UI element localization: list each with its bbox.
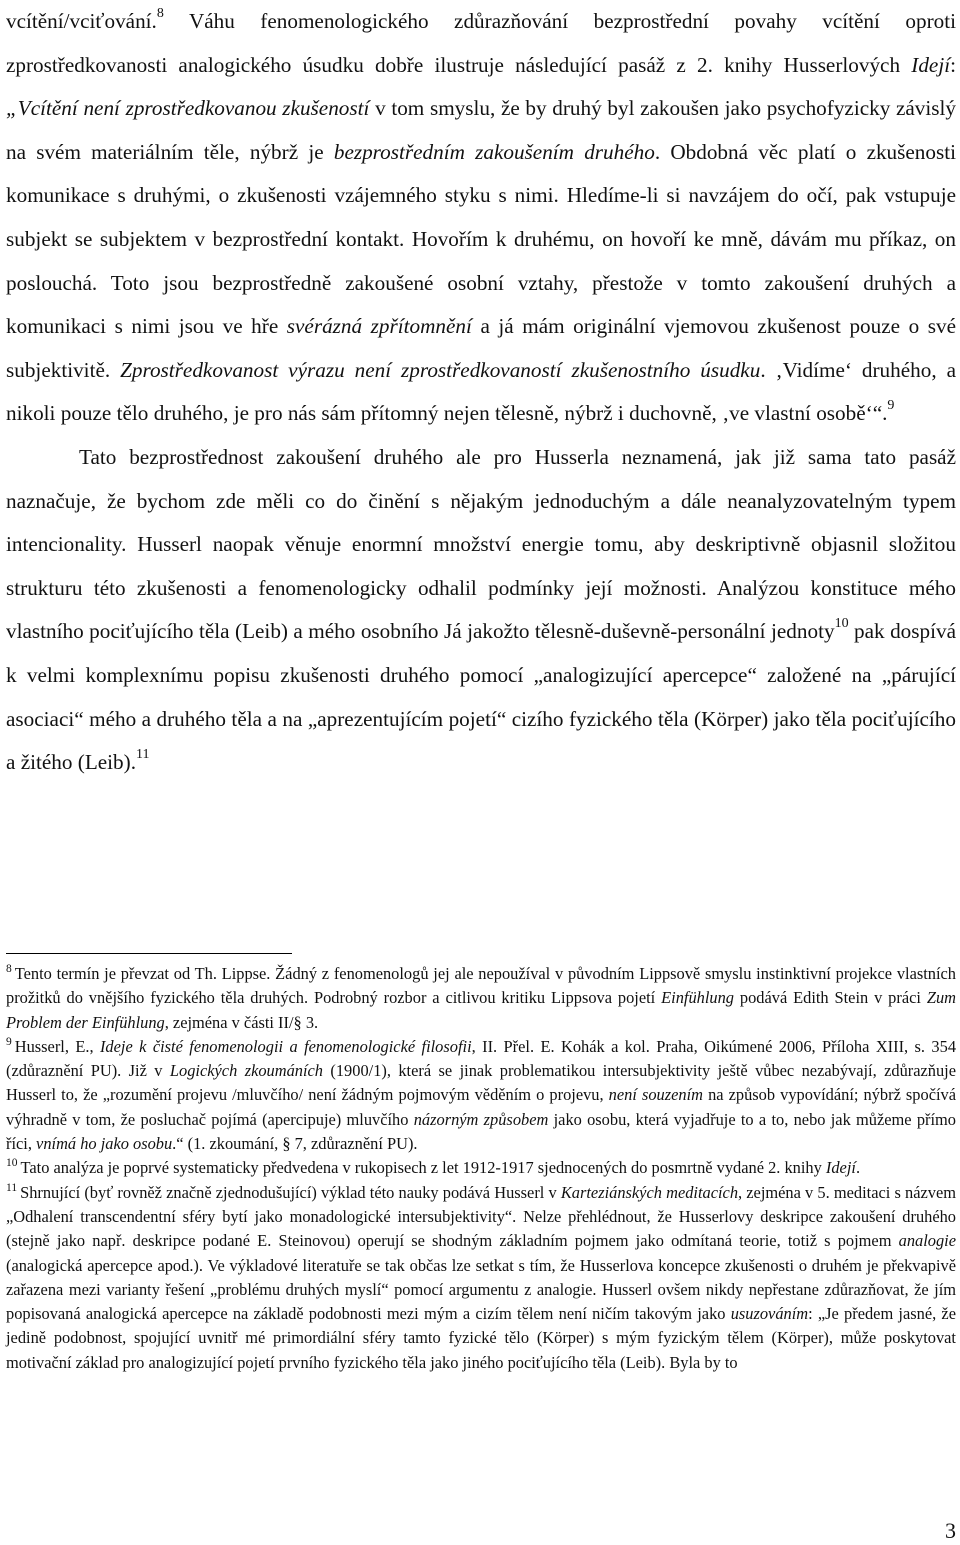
italic-run: svérázná zpřítomnění: [286, 314, 472, 339]
italic-run: Idejí: [911, 52, 951, 77]
italic-run: bezprostředním zakoušením druhého: [333, 139, 655, 164]
main-text: [6, 0, 956, 785]
text-run: , zejména v části II/§ 3.: [164, 1012, 319, 1032]
text-run: Shrnující (byť rovněž značně zjednodušující) výklad této nauky podává Husserl v: [20, 1182, 561, 1202]
text-run: , II. Přel. E. Kohák a kol. Praha, Oikúmené 2006, Příloha XIII, s. 354 (zdůraznění PU). Již v: [6, 1036, 957, 1081]
text-run: vcítění/vciťování.: [6, 9, 157, 33]
footnote-ref: 8: [156, 6, 164, 21]
footnote-number: 8: [6, 963, 12, 975]
italic-run: názorným způsobem: [413, 1109, 549, 1129]
italic-run: vnímá ho jako osobu: [36, 1134, 173, 1154]
footnote-11: [6, 1181, 956, 1375]
footnote-ref: 10: [834, 616, 849, 632]
italic-run: není souzením: [608, 1085, 703, 1105]
italic-run: Zprostředkovanost výrazu není zprostředkovaností zkušenostního úsudku: [120, 357, 761, 382]
italic-run: Einfühlung: [661, 988, 734, 1008]
text-run: . ‚Vidíme‘ druhého, a nikoli pouze tělo druhého, je pro nás sám přítomný nejen tělesně, nýbrž i duchovně, ‚ve vlastní osobě‘“.: [6, 357, 956, 426]
footnote-8: [6, 962, 956, 1035]
paragraph-2: [6, 436, 956, 785]
text-run: , zejména v 5. meditaci s názvem „Odhalení transcendentní sféry bytí jako monadologické intersubjektivity“. Nelze přehlédnout, že Husserlovy deskripce zakoušení druhého (stejně jako např. deskripce podané E. Steinovou) operují se shodným základním pojmem jako odmítaná teorie, totiž s pojmem: [6, 1182, 956, 1251]
text-run: (analogická apercepce apod.). Ve výkladové literatuře se tak občas lze setkat s tím, že Husserlova koncepce zkušenosti o druhém je překvapivě zařazena mezi varianty řešení „problému druhých myslí“ pomocí argumentu z analogie. Husserl ovšem nikdy nepřestane zdůrazňovat, že jím popisovaná analogická apercepce na základě podobnosti mezi mým a cizím tělem není ničím takovým jako: [6, 1255, 956, 1324]
paragraph-1: [6, 0, 956, 436]
text-run: a já mám originální vjemovou zkušenost pouze o své subjektivitě.: [6, 314, 956, 382]
text-run: v tom smyslu, že by druhý byl zakoušen jako psychofyzicky závislý na svém materiálním těle, nýbrž je: [6, 96, 956, 164]
text-run: Tento termín je převzat od Th. Lippse. Žádný z fenomenologů jej ale nepoužíval v původním Lippsově smyslu instinktivní projekce vlastních prožitků do vnějšího fyzického těla druhých. Podrobný rozbor a citlivou kritiku Lippsova pojetí: [6, 964, 956, 1008]
footnote-number: 9: [6, 1035, 12, 1048]
footnote-10: [6, 1156, 956, 1180]
footnote-separator: [6, 953, 292, 954]
text-run: podává Edith Stein v práci: [734, 988, 927, 1008]
text-run: :: [950, 52, 956, 77]
text-run: (1900/1), která se jinak problematikou intersubjektivity ještě vůbec nezabývají, zdůrazňuje Husserl to, že „rozumění projevu /mluvčího/ není žádným pojmovým věděním o projevu,: [6, 1061, 957, 1105]
italic-run: Logických zkoumáních: [169, 1061, 323, 1081]
text-run: pak dospívá k velmi komplexnímu popisu zkušenosti druhého pomocí „analogizující apercepce“ založené na „párující asociaci“ mého a druhého těla a na „aprezentujícím pojetí“ cizího fyzického těla (Körper) jako těla pociťujícího a žitého (Leib).: [6, 619, 956, 775]
italic-run: Ideje k čisté fenomenologii a fenomenologické filosofii: [99, 1036, 472, 1056]
text-run: Tato bezprostřednost zakoušení druhého ale pro Husserla neznamená, jak již sama tato pasáž naznačuje, že bychom zde měli co do činění s nějakým jednoduchým a dále neanalyzovatelným typem intencionality. Husserl naopak věnuje enormní množství energie tomu, aby deskriptivně objasnil složitou strukturu této zkušenosti a fenomenologicky odhalil podmínky její možnosti. Analýzou konstituce mého vlastního pociťujícího těla (Leib) a mého osobního Já jakožto tělesně-duševně-personální jednoty: [6, 444, 956, 644]
text-run: jako osobu, která vyjadřuje to a to, nebo jak můžeme přímo říci,: [6, 1109, 956, 1154]
italic-run: Zum Problem der Einfühlung: [6, 988, 956, 1032]
text-run: : „Je předem jasné, že jedině podobnost, spojující uvnitř mé primordiální sféry tamto fyzické tělo (Körper) s mým fyzickým tělem (Körper), může poskytovat motivační základ pro analogizující pojetí prvního fyzického těla jako jiného pociťujícího těla (Leib). Byla by to: [6, 1304, 956, 1372]
footnotes: [6, 962, 956, 1375]
footnote-ref: 9: [887, 398, 895, 414]
text-run: na způsob vypovídání; nýbrž spočívá výhradně v tom, že posluchač pojímá (apercipuje) mluvčího: [6, 1085, 956, 1129]
italic-run: usuzováním: [730, 1304, 809, 1324]
footnote-number: 11: [6, 1181, 18, 1194]
italic-run: Karteziánských meditacích: [560, 1182, 739, 1202]
footnote-9: [6, 1035, 956, 1156]
italic-run: Idejí: [825, 1158, 856, 1178]
footnote-ref: 11: [136, 747, 150, 763]
text-run: .: [855, 1158, 861, 1178]
footnote-number: 10: [6, 1157, 18, 1170]
text-run: Váhu fenomenologického zdůrazňování bezprostřední povahy vcítění oproti zprostředkovanosti analogického úsudku dobře ilustruje následující pasáž z 2. knihy Husserlových: [6, 9, 956, 77]
italic-run: „Vcítění není zprostředkovanou zkušeností: [6, 96, 370, 121]
text-run: .“ (1. zkoumání, § 7, zdůraznění PU).: [172, 1134, 418, 1154]
text-run: Tato analýza je poprvé systematicky předvedena v rukopisech z let 1912-1917 sjednocených do posmrtně vydané 2. knihy: [20, 1158, 826, 1178]
page-number: 3: [945, 1518, 956, 1543]
text-run: . Obdobná věc platí o zkušenosti komunikace s druhými, o zkušenosti vzájemného styku s nimi. Hledíme-li si navzájem do očí, pak vstupuje subjekt se subjektem v bezprostřední kontakt. Hovořím k druhému, on hovoří ke mně, dávám mu příkaz, on poslouchá. Toto jsou bezprostředně zakoušené osobní vztahy, přestože v tomto zakoušení druhých a komunikaci s nimi jsou ve hře: [6, 139, 957, 339]
italic-run: analogie: [898, 1231, 956, 1251]
text-run: Husserl, E.,: [14, 1036, 100, 1056]
